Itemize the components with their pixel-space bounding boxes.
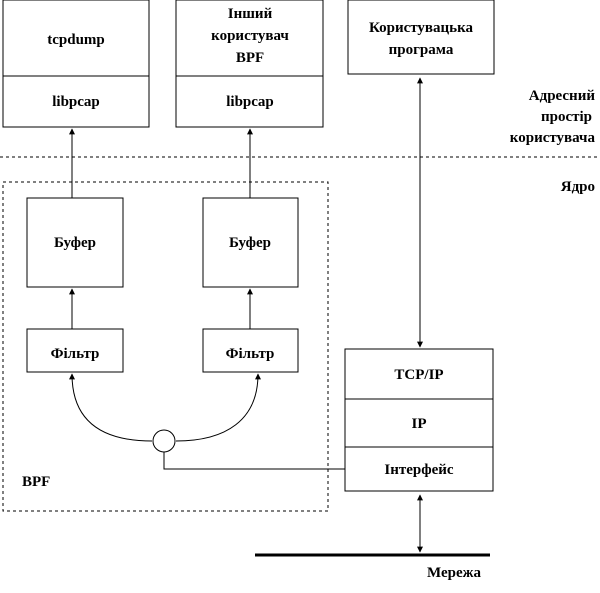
kernel-network-stack [345, 349, 493, 491]
other-user-line-1: Інший [227, 6, 273, 22]
other-user-line-2: користувач [211, 28, 289, 44]
kernel-zone-label: Ядро [560, 179, 595, 195]
user-program-frame [348, 0, 494, 74]
interface-label: Інтерфейс [384, 462, 454, 478]
filter-right-label: Фільтр [225, 346, 275, 362]
libpcap-left-label: libpcap [52, 94, 100, 110]
user-space-line-1: Адресний [528, 88, 595, 104]
buffer-right-label: Буфер [228, 235, 272, 251]
tap-to-interface-line [164, 452, 345, 469]
arrow-tap-to-filter-right [176, 374, 258, 441]
buffer-left-label: Буфер [53, 235, 97, 251]
tcpdump-libpcap-stack [3, 0, 149, 127]
other-bpf-user-stack [176, 0, 323, 127]
network-label: Мережа [427, 565, 481, 581]
tcpdump-label: tcpdump [47, 32, 105, 48]
user-program-box [348, 0, 494, 74]
tap-node [153, 430, 175, 452]
filter-left-label: Фільтр [50, 346, 100, 362]
user-space-line-3: користувача [509, 130, 595, 146]
arrow-tap-to-filter-left [72, 374, 152, 441]
user-space-line-2: простір [540, 109, 592, 125]
ip-label: IP [411, 416, 427, 432]
tcpip-label: TCP/IP [394, 367, 444, 383]
libpcap-right-label: libpcap [226, 94, 274, 110]
other-user-line-3: BPF [235, 50, 265, 66]
user-program-line-2: програма [388, 42, 454, 58]
user-program-line-1: Користувацька [368, 20, 474, 36]
user-space-zone-label [510, 88, 596, 146]
bpf-region-label: BPF [22, 474, 51, 490]
